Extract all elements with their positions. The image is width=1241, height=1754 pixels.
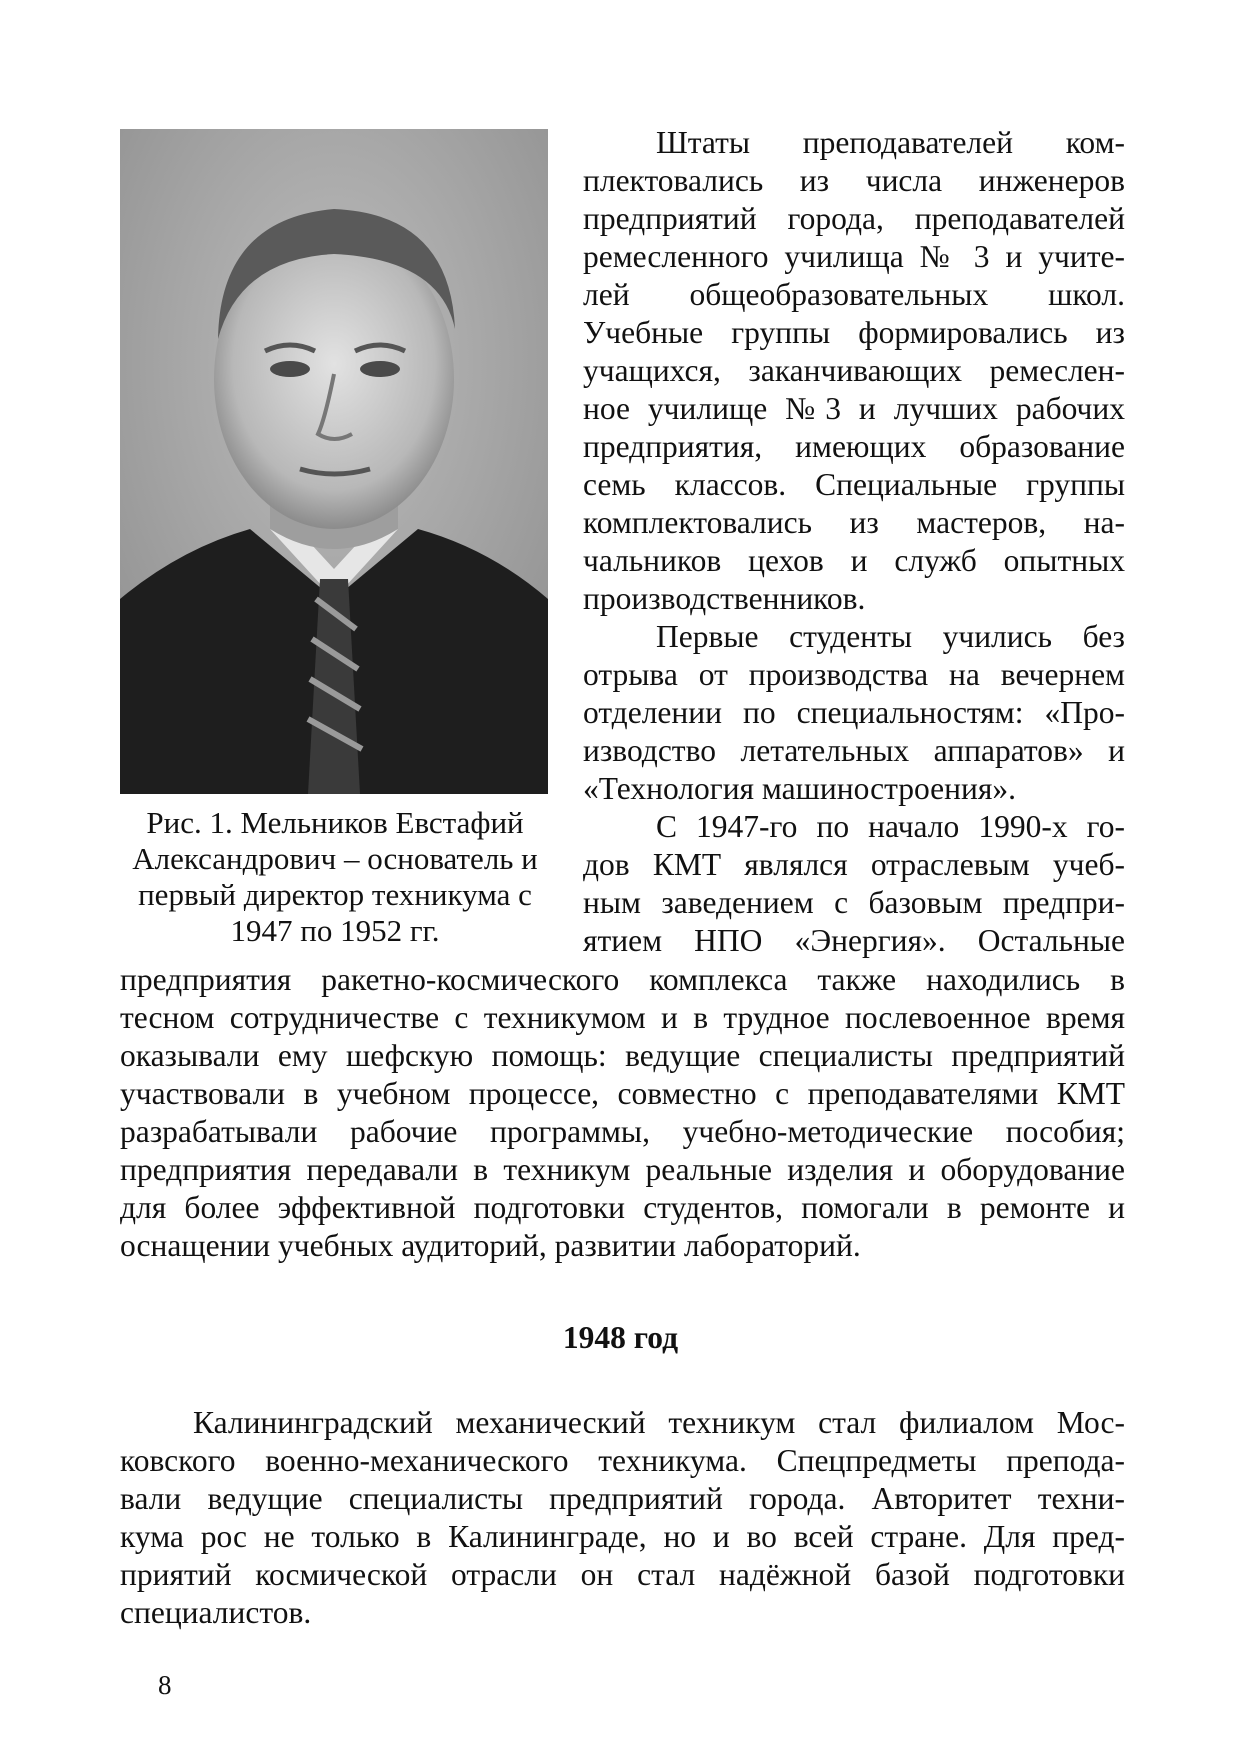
text-line: ковского военно-механического техникума. Спецпредметы препода- bbox=[120, 1443, 1125, 1478]
text-line: специалистов. bbox=[120, 1595, 312, 1630]
text-line: для более эффективной подготовки студентов, помогали в ремонте и bbox=[120, 1190, 1125, 1225]
text-line: предприятия передавали в техникум реальные изделия и оборудование bbox=[120, 1152, 1125, 1187]
text-line: Штаты преподавателей ком- bbox=[656, 125, 1125, 160]
text-line: отделении по специальностям: «Про- bbox=[583, 695, 1125, 730]
text-line: С 1947-го по начало 1990-х го- bbox=[656, 809, 1125, 844]
figure-caption bbox=[105, 805, 565, 949]
text-line: ремесленного училища № 3 и учите- bbox=[583, 239, 1125, 274]
text-line: ным заведением с базовым предпри- bbox=[583, 885, 1125, 920]
text-line: учащихся, заканчивающих ремеслен- bbox=[583, 353, 1125, 388]
text-line: кума рос не только в Калининграде, но и во всей стране. Для пред- bbox=[120, 1519, 1125, 1554]
text-line: тесном сотрудничестве с техникумом и в трудное послевоенное время bbox=[120, 1000, 1125, 1035]
text-line: изводство летательных аппаратов» и bbox=[583, 733, 1125, 768]
text-line: участвовали в учебном процессе, совместно с преподавателями КМТ bbox=[120, 1076, 1125, 1111]
text-line: приятий космической отрасли он стал надёжной базой подготовки bbox=[120, 1557, 1125, 1592]
text-line: семь классов. Специальные группы bbox=[583, 467, 1125, 502]
portrait-photo bbox=[120, 129, 548, 794]
text-line: оснащении учебных аудиторий, развитии лабораторий. bbox=[120, 1228, 861, 1263]
caption-line: 1947 по 1952 гг. bbox=[230, 913, 440, 948]
portrait-icon bbox=[120, 129, 548, 794]
text-line: предприятия, имеющих образование bbox=[583, 429, 1125, 464]
text-line: предприятия ракетно-космического комплекса также находились в bbox=[120, 962, 1125, 997]
text-line: Учебные группы формировались из bbox=[583, 315, 1125, 350]
caption-line: первый директор техникума с bbox=[138, 877, 532, 912]
text-line: «Технология машиностроения». bbox=[583, 771, 1016, 806]
text-line: предприятий города, преподавателей bbox=[583, 201, 1125, 236]
section-heading: 1948 год bbox=[562, 1320, 679, 1355]
text-line: лей общеобразовательных школ. bbox=[583, 277, 1125, 312]
text-line: дов КМТ являлся отраслевым учеб- bbox=[583, 847, 1125, 882]
text-line: ятием НПО «Энергия». Остальные bbox=[583, 923, 1125, 958]
page-number: 8 bbox=[158, 1670, 172, 1700]
caption-line: Александрович – основатель и bbox=[132, 841, 538, 876]
text-line: чальников цехов и служб опытных bbox=[583, 543, 1125, 578]
text-line: производственников. bbox=[583, 581, 866, 616]
text-line: ное училище №3 и лучших рабочих bbox=[583, 391, 1125, 426]
text-line: плектовались из числа инженеров bbox=[583, 163, 1125, 198]
text-line: отрыва от производства на вечернем bbox=[583, 657, 1125, 692]
text-line: разрабатывали рабочие программы, учебно-методические пособия; bbox=[120, 1114, 1125, 1149]
text-line: Калининградский механический техникум стал филиалом Мос- bbox=[193, 1405, 1125, 1440]
text-line: комплектовались из мастеров, на- bbox=[583, 505, 1125, 540]
text-line: оказывали ему шефскую помощь: ведущие специалисты предприятий bbox=[120, 1038, 1125, 1073]
text-line: Первые студенты учились без bbox=[656, 619, 1125, 654]
caption-line: Рис. 1. Мельников Евстафий bbox=[146, 805, 524, 840]
text-line: вали ведущие специалисты предприятий города. Авторитет техни- bbox=[120, 1481, 1125, 1516]
